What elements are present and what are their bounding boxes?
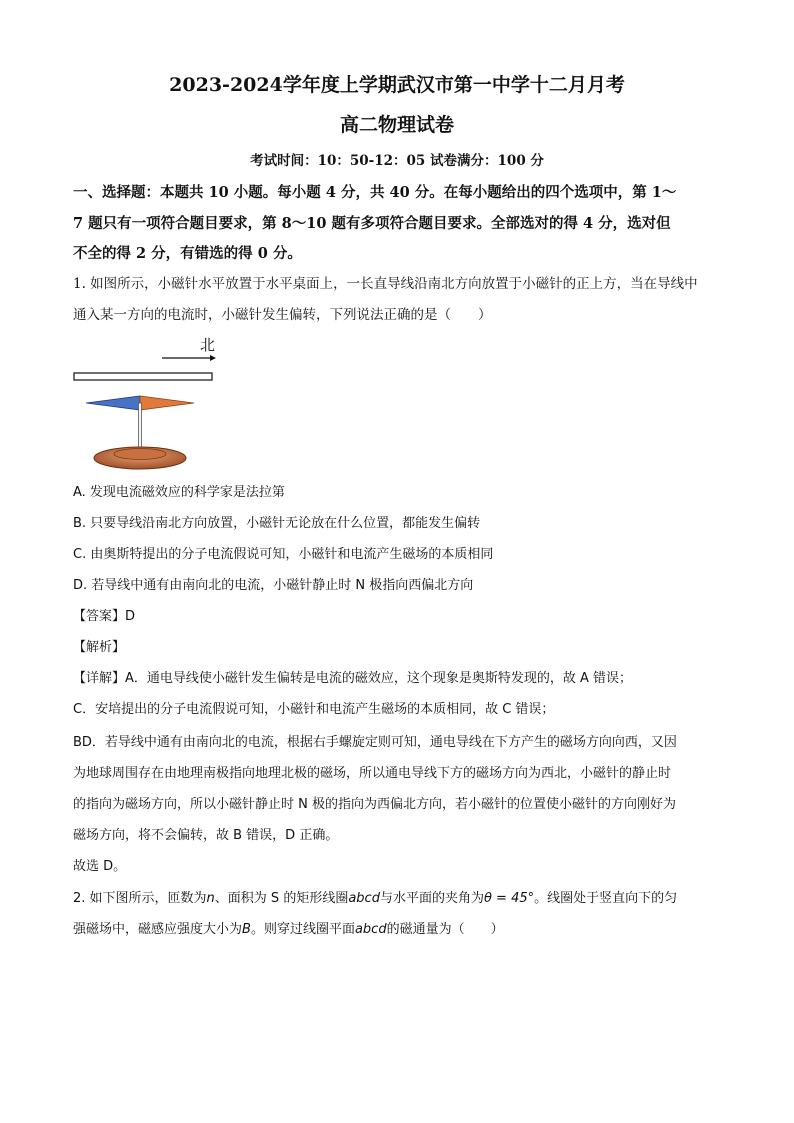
q2-text-part5: 强磁场中，磁感应强度大小为	[73, 922, 243, 937]
q2-text-part1: 2. 如下图所示，匝数为	[73, 891, 207, 906]
q2-stem-line2	[73, 920, 723, 940]
q1-stem-line2: 通入某一方向的电流时，小磁针发生偏转，下列说法正确的是（ ）	[73, 307, 492, 323]
q1-option-c: C. 由奥斯特提出的分子电流假说可知，小磁针和电流产生磁场的本质相同	[73, 547, 494, 562]
q1-detail-line6: 磁场方向，将不会偏转，故 B 错误，D 正确。	[73, 828, 339, 843]
north-label: 北	[200, 336, 216, 354]
q1-detail-line4: 为地球周围存在由地理南极指向地理北极的磁场，所以通电导线下方的磁场方向为西北，小磁针的静止时	[73, 766, 672, 781]
q1-stem-line1: 1. 如图所示，小磁针水平放置于水平桌面上，一长直导线沿南北方向放置于小磁针的正上方，当在导线中	[73, 276, 698, 292]
q2-text-part7: 的磁通量为（ ）	[386, 922, 504, 937]
needle-blue-half	[86, 396, 140, 410]
q2-field-symbol: B	[242, 922, 251, 937]
needle-orange-half	[140, 396, 194, 410]
q1-conclusion: 故选 D。	[73, 859, 127, 874]
straight-wire	[74, 373, 212, 380]
section-instructions-line2: 7 题只有一项符合题目要求，第 8～10 题有多项符合题目要求。全部选对的得 4 分，选对但	[73, 215, 671, 232]
compass-wire-figure	[70, 334, 220, 479]
q1-detail-line1: 【详解】A．通电导线使小磁针发生偏转是电流的磁效应，这个现象是奥斯特发现的，故 A 错误；	[73, 671, 633, 686]
q1-detail-line3: BD．若导线中通有由南向北的电流，根据右手螺旋定则可知，通电导线在下方产生的磁场方向向西，又因	[73, 735, 677, 750]
q2-stem-line1	[73, 889, 723, 909]
exam-subtitle: 高二物理试卷	[339, 114, 454, 136]
q2-text-part6: 。则穿过线圈平面	[250, 922, 355, 937]
q2-angle-expression: θ = 45°	[483, 891, 535, 906]
q1-detail-line2: C．安培提出的分子电流假说可知，小磁针和电流产生磁场的本质相同，故 C 错误；	[73, 702, 555, 717]
q1-analysis-heading: 【解析】	[73, 640, 126, 655]
q1-option-d: D. 若导线中通有由南向北的电流，小磁针静止时 N 极指向西偏北方向	[73, 578, 474, 593]
compass-base-top	[114, 449, 166, 460]
compass-wire-svg	[70, 334, 220, 479]
q2-text-part4: 。线圈处于竖直向下的匀	[534, 891, 678, 906]
exam-title: 2023-2024学年度上学期武汉市第一中学十二月月考	[169, 74, 625, 96]
section-instructions-line1: 一、选择题：本题共 10 小题。每小题 4 分，共 40 分。在每小题给出的四个选项中，第 1～	[73, 184, 677, 201]
q1-option-b: B. 只要导线沿南北方向放置，小磁针无论放在什么位置，都能发生偏转	[73, 516, 481, 531]
q2-coil-symbol-2: abcd	[354, 922, 387, 937]
q2-turns-symbol: n	[206, 891, 215, 906]
q2-text-part2: 、面积为 S 的矩形线圈	[214, 891, 349, 906]
q1-option-a: A. 发现电流磁效应的科学家是法拉第	[73, 485, 285, 500]
exam-info: 考试时间：10：50-12：05 试卷满分：100 分	[250, 153, 544, 169]
q2-text-part3: 与水平面的夹角为	[379, 891, 484, 906]
needle-stem	[139, 403, 142, 449]
q1-answer: 【答案】D	[73, 609, 136, 624]
section-instructions-line3: 不全的得 2 分，有错选的得 0 分。	[73, 245, 302, 262]
q2-coil-symbol: abcd	[348, 891, 380, 906]
north-arrow-head	[210, 355, 216, 361]
q1-detail-line5: 的指向为磁场方向，所以小磁针静止时 N 极的指向为西偏北方向，若小磁针的位置使小磁针的方向刚好为	[73, 797, 676, 812]
